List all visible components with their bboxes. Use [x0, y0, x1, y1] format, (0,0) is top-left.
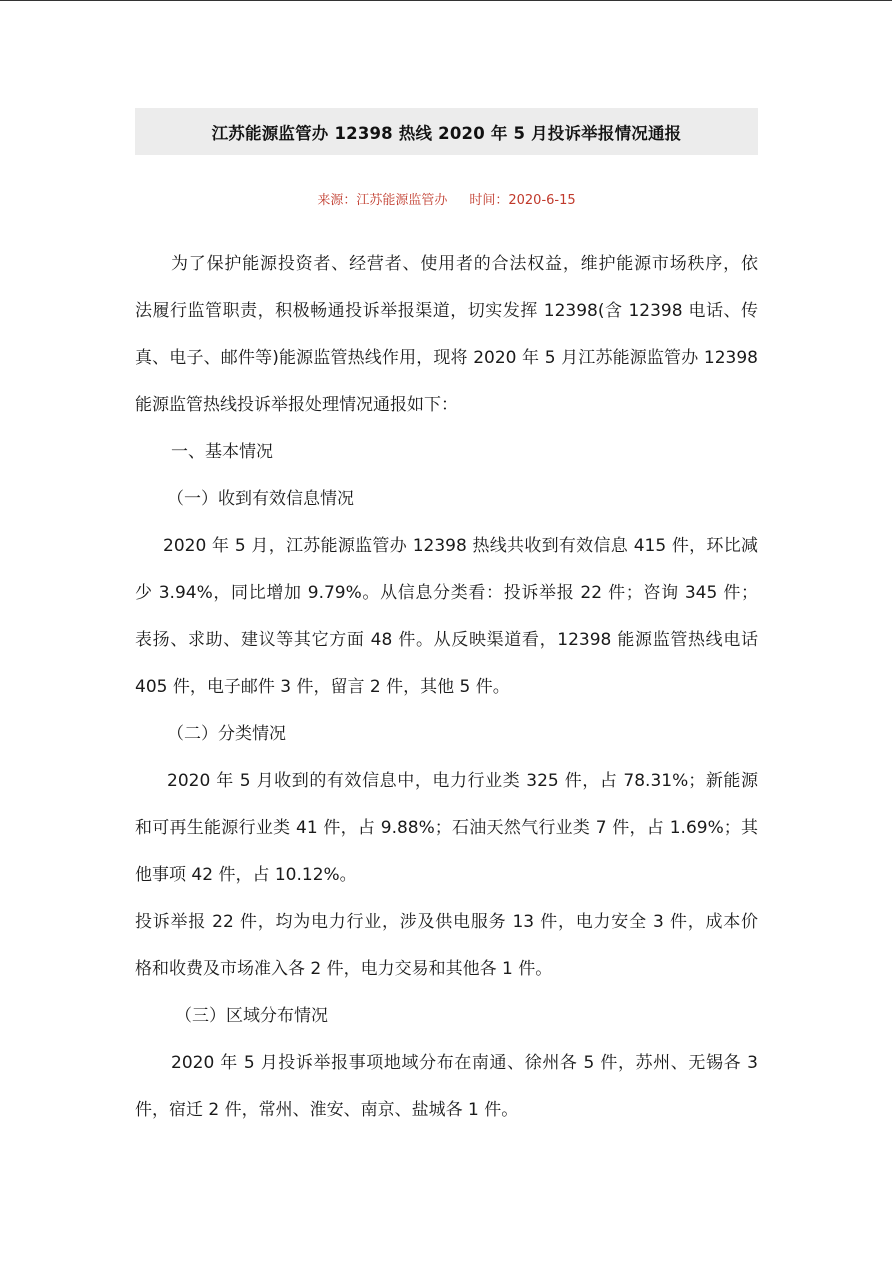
- paragraph-line: 格和收费及市场准入各 2 件，电力交易和其他各 1 件。: [135, 959, 553, 979]
- paragraph-line: 405 件，电子邮件 3 件，留言 2 件，其他 5 件。: [135, 677, 510, 697]
- paragraph-line: 真、电子、邮件等)能源监管热线作用，现将 2020 年 5 月江苏能源监管办 12398: [135, 348, 758, 368]
- paragraph-line: 他事项 42 件，占 10.12%。: [135, 865, 357, 885]
- document-meta: [135, 189, 758, 208]
- paragraph-line: 和可再生能源行业类 41 件，占 9.88%；石油天然气行业类 7 件，占 1.69%；其: [135, 818, 758, 838]
- document-body: [135, 241, 758, 1134]
- paragraph-line: 投诉举报 22 件，均为电力行业，涉及供电服务 13 件，电力安全 3 件，成本价: [135, 912, 758, 932]
- subsection-heading: （三）区域分布情况: [175, 1006, 328, 1026]
- document-title: 江苏能源监管办 12398 热线 2020 年 5 月投诉举报情况通报: [211, 123, 682, 143]
- title-banner: [135, 108, 758, 155]
- top-border-line: [0, 0, 892, 1]
- paragraph-line: 为了保护能源投资者、经营者、使用者的合法权益，维护能源市场秩序，依: [171, 254, 758, 274]
- subsection-heading: （一）收到有效信息情况: [167, 489, 354, 509]
- source-label: 来源：江苏能源监管办: [317, 193, 448, 208]
- paragraph-line: 法履行监管职责，积极畅通投诉举报渠道，切实发挥 12398(含 12398 电话、传: [135, 301, 758, 321]
- document-page: [135, 108, 758, 1134]
- publish-time: 时间：2020-6-15: [469, 193, 576, 208]
- paragraph-line: 2020 年 5 月收到的有效信息中，电力行业类 325 件，占 78.31%；新能源: [167, 771, 758, 791]
- subsection-heading: （二）分类情况: [167, 724, 286, 744]
- paragraph-line: 少 3.94%，同比增加 9.79%。从信息分类看：投诉举报 22 件；咨询 345 件；: [135, 583, 758, 603]
- paragraph-line: 2020 年 5 月投诉举报事项地域分布在南通、徐州各 5 件，苏州、无锡各 3: [171, 1053, 758, 1073]
- section-heading: 一、基本情况: [171, 442, 273, 462]
- paragraph-line: 表扬、求助、建议等其它方面 48 件。从反映渠道看，12398 能源监管热线电话: [135, 630, 758, 650]
- paragraph-line: 能源监管热线投诉举报处理情况通报如下：: [135, 395, 458, 415]
- paragraph-line: 2020 年 5 月，江苏能源监管办 12398 热线共收到有效信息 415 件，环比减: [163, 536, 758, 556]
- paragraph-line: 件，宿迁 2 件，常州、淮安、南京、盐城各 1 件。: [135, 1100, 519, 1120]
